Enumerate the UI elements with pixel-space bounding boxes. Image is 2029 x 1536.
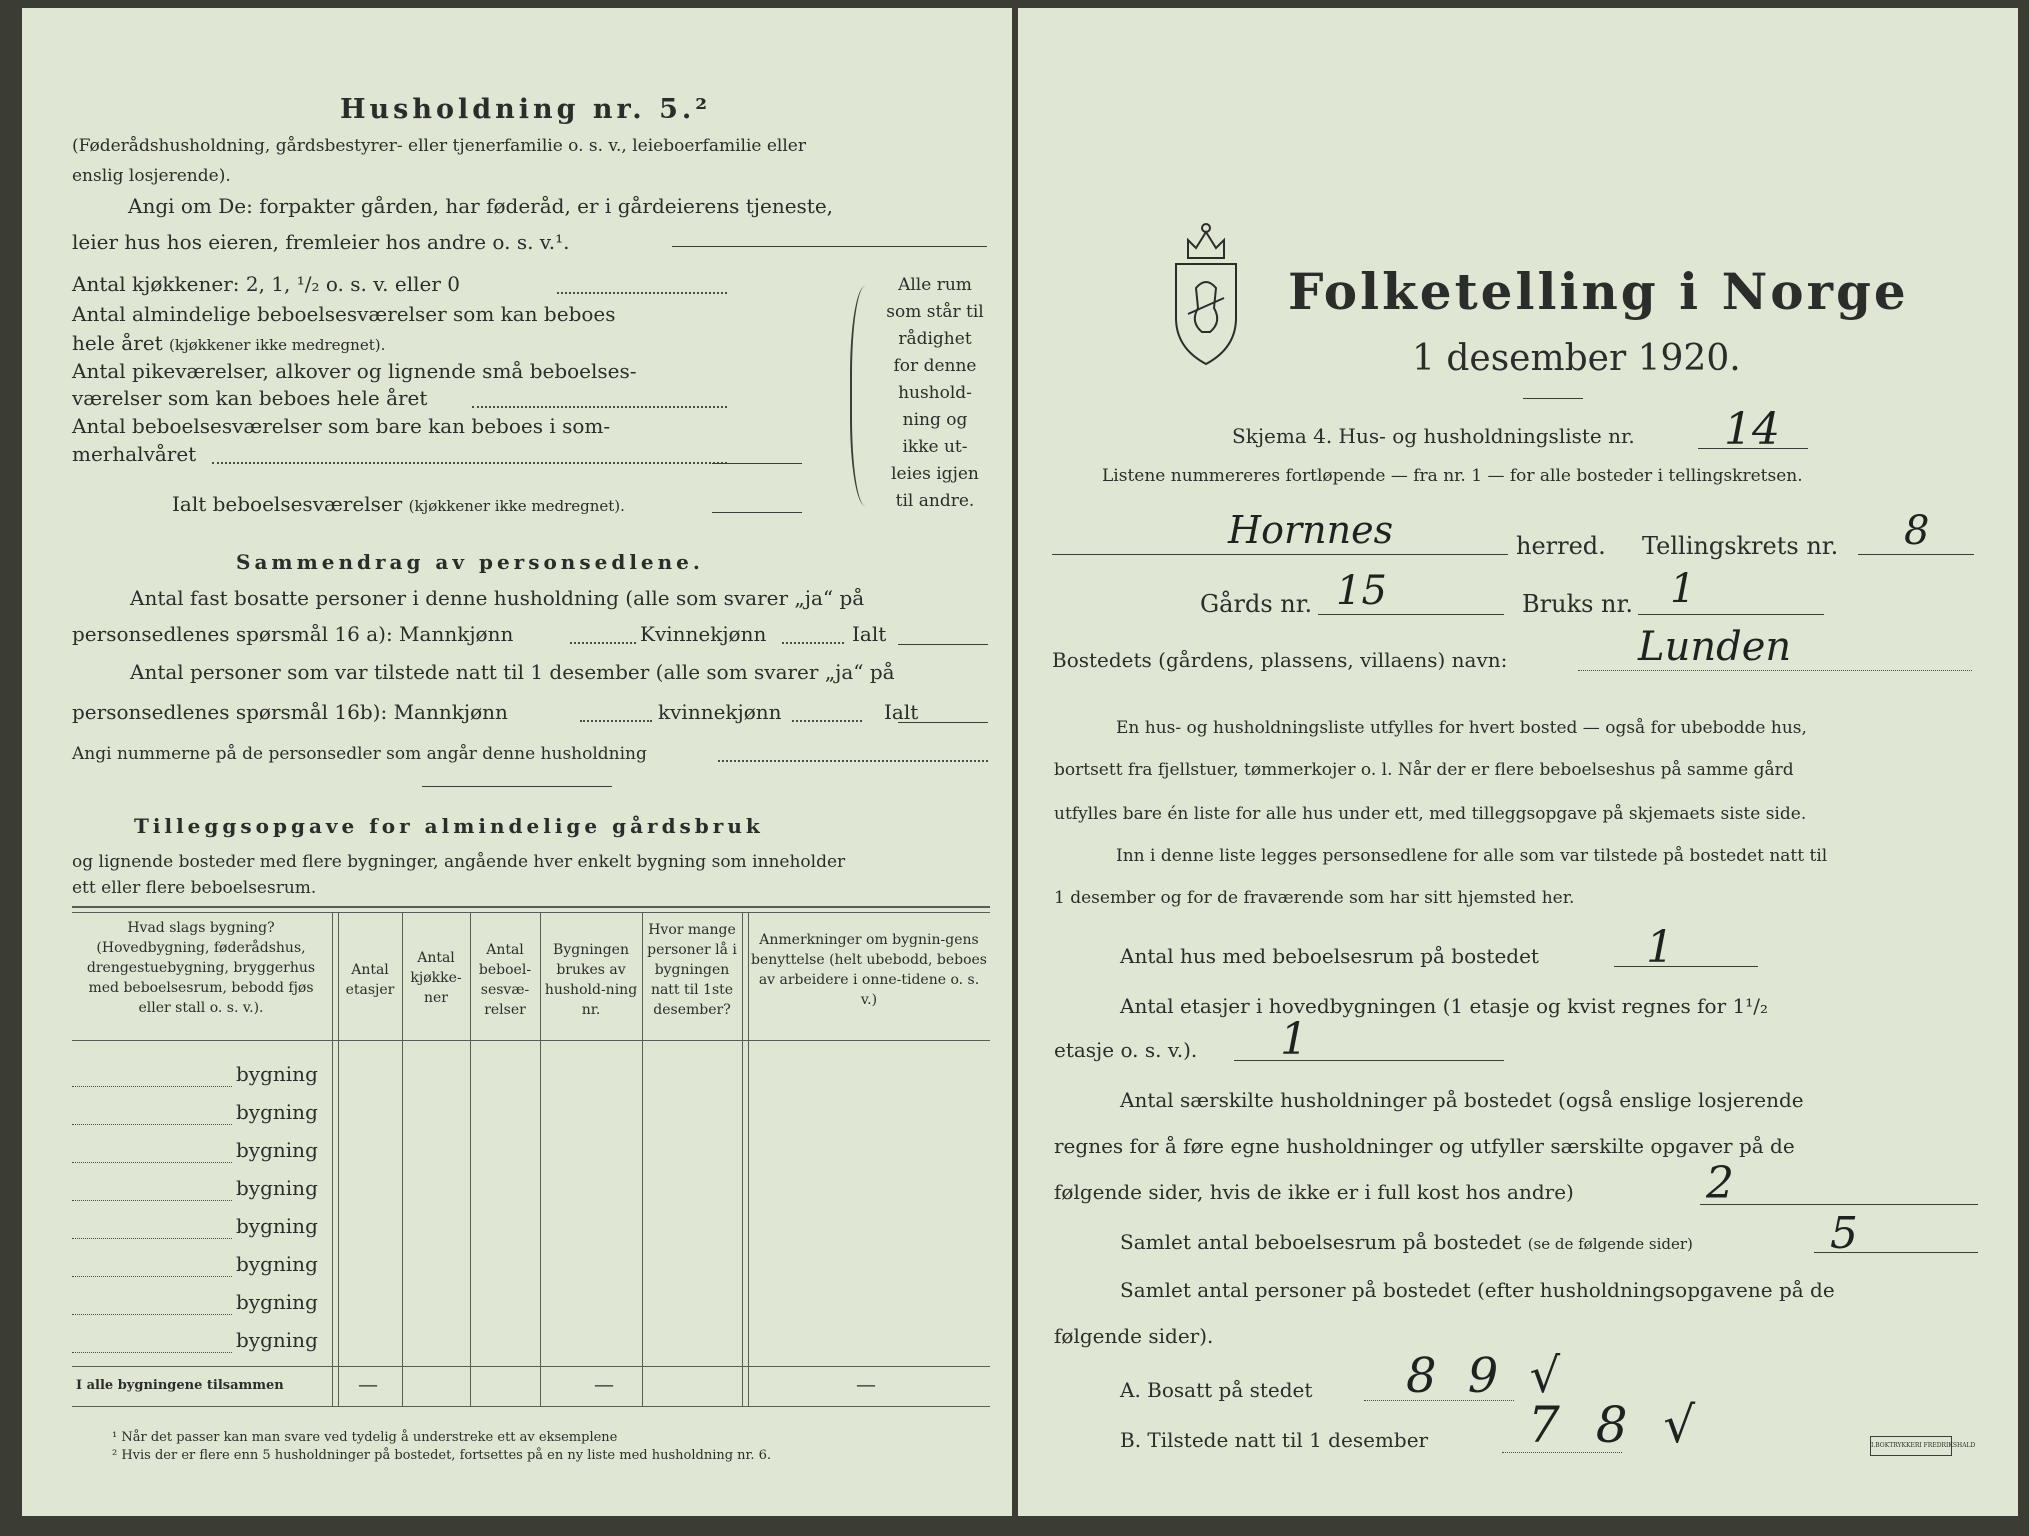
header-personer: Hvor mange personer lå i bygningen natt til 1ste desember?: [647, 922, 737, 1018]
herred-value: Hornnes: [1228, 508, 1394, 552]
samm-line-2c: Ialt: [852, 622, 887, 646]
header-kjokkener: Antal kjøkke-ner: [410, 950, 462, 1006]
gards-value: 15: [1336, 568, 1387, 614]
printer-stamp: I.BOKTRYKKERI FREDRIKSHALD: [1870, 1436, 1952, 1456]
tillegg-title: Tilleggsopgave for almindelige gårdsbruk: [134, 814, 764, 838]
tillegg-line-1: og lignende bosteder med flere bygninger, angående hver enkelt bygning som inneholder: [72, 852, 846, 872]
mann-1-dots: [570, 642, 636, 644]
skjema-answer-line: [1698, 448, 1808, 449]
form-title: Folketelling i Norge: [1288, 262, 1909, 321]
ialt-2-line: [898, 722, 988, 723]
household-note-1: (Føderådshusholdning, gårdsbestyrer- eller tjenerfamilie o. s. v., leieboerfamilie eller: [72, 136, 806, 156]
coat-of-arms-icon: [1166, 218, 1246, 368]
table-top-rule-2: [72, 912, 990, 913]
total-dash-husholdning: —: [594, 1372, 614, 1396]
rum-label: Samlet antal beboelsesrum på bostedet (se de følgende sider): [1120, 1230, 1693, 1254]
samm-line-2b: Kvinnekjønn: [640, 622, 767, 646]
table-total-rule: [72, 1366, 990, 1367]
hush-line-3: følgende sider, hvis de ikke er i full kost hos andre): [1054, 1180, 1574, 1204]
samm-line-4c: Ialt: [884, 700, 919, 724]
ialt-1-line: [898, 644, 988, 645]
skjema-line: Skjema 4. Hus- og husholdningsliste nr.: [1232, 424, 1635, 448]
left-page: [22, 8, 1012, 1516]
footnote-1: ¹ Når det passer kan man svare ved tydelig å understreke ett av eksemplene: [112, 1430, 618, 1445]
table-row: bygning: [236, 1290, 318, 1314]
kvinne-1-dots: [782, 642, 844, 644]
kjokken-line: Antal kjøkkener: 2, 1, ¹/₂ o. s. v. eller 0: [72, 272, 460, 296]
pike-line-2: værelser som kan beboes hele året: [72, 386, 428, 410]
samm-line-5: Angi nummerne på de personsedler som angår denne husholdning: [72, 744, 647, 764]
etasjer-answer-line: [1234, 1060, 1504, 1061]
angi-answer-line: [672, 246, 987, 247]
table-row: bygning: [236, 1062, 318, 1086]
samm-line-4b: kvinnekjønn: [658, 700, 782, 724]
krets-answer-line: [1858, 554, 1974, 555]
hus-label: Antal hus med beboelsesrum på bostedet: [1120, 944, 1539, 968]
hus-answer-line: [1614, 966, 1758, 967]
table-top-rule: [72, 906, 990, 908]
ialt-line: Ialt beboelsesværelser (kjøkkener ikke medregnet).: [172, 492, 625, 516]
pers-line-2: følgende sider).: [1054, 1324, 1214, 1348]
col-divider: [338, 912, 339, 1406]
hush-answer-line: [1700, 1204, 1978, 1205]
bosted-value: Lunden: [1638, 624, 1792, 670]
footnote-2: ² Hvis der er flere enn 5 husholdninger på bostedet, fortsettes på en ny liste med husholdning nr. 6.: [112, 1448, 772, 1463]
tillegg-line-2: ett eller flere beboelsesrum.: [72, 878, 317, 898]
table-bottom-rule: [72, 1406, 990, 1407]
listene-line: Listene nummereres fortløpende — fra nr. 1 — for alle bosteder i tellingskretsen.: [1102, 466, 1803, 486]
pike-dots: [472, 406, 727, 408]
household-note-2: enslig losjerende).: [72, 166, 231, 186]
b-label: B. Tilstede natt til 1 desember: [1120, 1428, 1429, 1452]
bosted-label: Bostedets (gårdens, plassens, villaens) navn:: [1052, 648, 1508, 672]
right-page: [1018, 8, 2018, 1516]
gards-answer-line: [1318, 614, 1504, 615]
som-line-2: merhalvåret: [72, 442, 197, 466]
bruks-label: Bruks nr.: [1522, 590, 1633, 618]
mann-2-dots: [580, 720, 652, 722]
row-dots: [72, 1352, 232, 1353]
table-row: bygning: [236, 1138, 318, 1162]
rum-answer-line: [1814, 1252, 1978, 1253]
col-divider: [748, 912, 749, 1406]
household-title: Husholdning nr. 5.²: [340, 94, 712, 125]
samm-line-1: Antal fast bosatte personer i denne husholdning (alle som svarer „ja“ på: [130, 586, 865, 610]
info-line-5: 1 desember og for de fraværende som har sitt hjemsted her.: [1054, 888, 1575, 908]
col-divider: [332, 912, 333, 1406]
row-dots: [72, 1314, 232, 1315]
etasjer-value: 1: [1280, 1014, 1308, 1065]
col-divider: [540, 912, 541, 1406]
samm-line-3: Antal personer som var tilstede natt til 1 desember (alle som svarer „ja“ på: [130, 660, 895, 684]
alm-line-1: Antal almindelige beboelsesværelser som kan beboes: [72, 302, 616, 326]
samm-line-2a: personsedlenes spørsmål 16 a): Mannkjønn: [72, 622, 514, 646]
info-line-1: En hus- og husholdningsliste utfylles for hvert bosted — også for ubebodde hus,: [1116, 718, 1807, 738]
etasjer-line-2: etasje o. s. v.).: [1054, 1038, 1198, 1062]
total-dash-anmerkninger: —: [856, 1372, 876, 1396]
pike-line-1: Antal pikeværelser, alkover og lignende små beboelses-: [72, 359, 637, 383]
table-row: bygning: [236, 1214, 318, 1238]
hush-value: 2: [1706, 1158, 1734, 1209]
angi-line-2: leier hus hos eieren, fremleier hos andre o. s. v.¹.: [72, 230, 570, 254]
ialt-answer-line: [712, 512, 802, 513]
kvinne-2-dots: [792, 720, 862, 722]
form-date: 1 desember 1920.: [1412, 338, 1741, 379]
row-dots: [72, 1124, 232, 1125]
sammendrag-title: Sammendrag av personsedlene.: [236, 550, 704, 574]
angi-line-1: Angi om De: forpakter gården, har føderåd, er i gårdeierens tjeneste,: [128, 194, 834, 218]
samm-line-4a: personsedlenes spørsmål 16b): Mannkjønn: [72, 700, 508, 724]
bosted-answer-line: [1578, 670, 1972, 671]
col-divider: [642, 912, 643, 1406]
row-dots: [72, 1086, 232, 1087]
brace-note: Alle rum som står til rådighet for denne hushold- ning og ikke ut- leies igjen til andre.: [886, 275, 984, 511]
col-divider: [742, 912, 743, 1406]
title-rule: [1523, 398, 1583, 399]
hus-value: 1: [1646, 922, 1674, 973]
header-bygning: Hvad slags bygning? (Hovedbygning, føderådshus, drengestuebygning, bryggerhus med beboelsesrum, bebodd fjøs eller stall o. s. v.).: [86, 920, 316, 1016]
header-beboelsesvaerelser: Antal beboel-sesvæ-relser: [478, 942, 532, 1018]
alm-line-2: hele året (kjøkkener ikke medregnet).: [72, 331, 386, 355]
som-line-1: Antal beboelsesværelser som bare kan beboes i som-: [72, 414, 611, 438]
herred-answer-line: [1052, 554, 1508, 555]
b-value: 7 8 √: [1528, 1396, 1706, 1454]
a-value: 8 9 √: [1406, 1348, 1569, 1404]
info-line-3: utfylles bare én liste for alle hus under ett, med tilleggsopgave på skjemaets siste side.: [1054, 804, 1807, 824]
bruks-value: 1: [1670, 566, 1696, 612]
rum-value: 5: [1830, 1208, 1858, 1259]
header-etasjer: Antal etasjer: [345, 962, 395, 998]
col-divider: [402, 912, 403, 1406]
nummer-dots: [718, 760, 988, 762]
row-dots: [72, 1200, 232, 1201]
krets-label: Tellingskrets nr.: [1642, 532, 1839, 560]
table-header-rule: [72, 1040, 990, 1041]
etasjer-line-1: Antal etasjer i hovedbygningen (1 etasje og kvist regnes for 1¹/₂: [1120, 994, 1769, 1018]
section-divider: [422, 786, 612, 787]
hush-line-2: regnes for å føre egne husholdninger og utfyller særskilte opgaver på de: [1054, 1134, 1795, 1158]
pers-line-1: Samlet antal personer på bostedet (efter husholdningsopgavene på de: [1120, 1278, 1835, 1302]
header-anmerkninger: Anmerkninger om bygnin-gens benyttelse (helt ubebodd, beboes av arbeidere i onne-tidene o. s. v.): [750, 932, 987, 1008]
som-dots: [212, 462, 727, 464]
gards-label: Gårds nr.: [1200, 590, 1313, 618]
table-row: bygning: [236, 1328, 318, 1352]
a-answer-line: [1364, 1400, 1514, 1401]
info-line-2: bortsett fra fjellstuer, tømmerkojer o. l. Når der er flere beboelseshus på samme gård: [1054, 760, 1794, 780]
table-row: bygning: [236, 1252, 318, 1276]
table-total-label: I alle bygningene tilsammen: [76, 1378, 284, 1393]
kjokken-dots: [557, 292, 727, 294]
table-row: bygning: [236, 1176, 318, 1200]
col-divider: [470, 912, 471, 1406]
krets-value: 8: [1904, 508, 1930, 554]
bruks-answer-line: [1638, 614, 1824, 615]
row-dots: [72, 1238, 232, 1239]
hush-line-1: Antal særskilte husholdninger på bostedet (også enslige losjerende: [1120, 1088, 1804, 1112]
row-dots: [72, 1162, 232, 1163]
total-dash-etasjer: —: [358, 1372, 378, 1396]
header-husholdning-nr: Bygningen brukes av hushold-ning nr.: [544, 942, 638, 1018]
info-line-4: Inn i denne liste legges personsedlene for alle som var tilstede på bostedet natt til: [1116, 846, 1828, 866]
table-row: bygning: [236, 1100, 318, 1124]
herred-label: herred.: [1516, 532, 1606, 560]
b-answer-line: [1502, 1452, 1622, 1453]
skjema-value: 14: [1724, 404, 1780, 455]
a-label: A. Bosatt på stedet: [1120, 1378, 1313, 1402]
row-dots: [72, 1276, 232, 1277]
som-answer-line: [712, 463, 802, 464]
